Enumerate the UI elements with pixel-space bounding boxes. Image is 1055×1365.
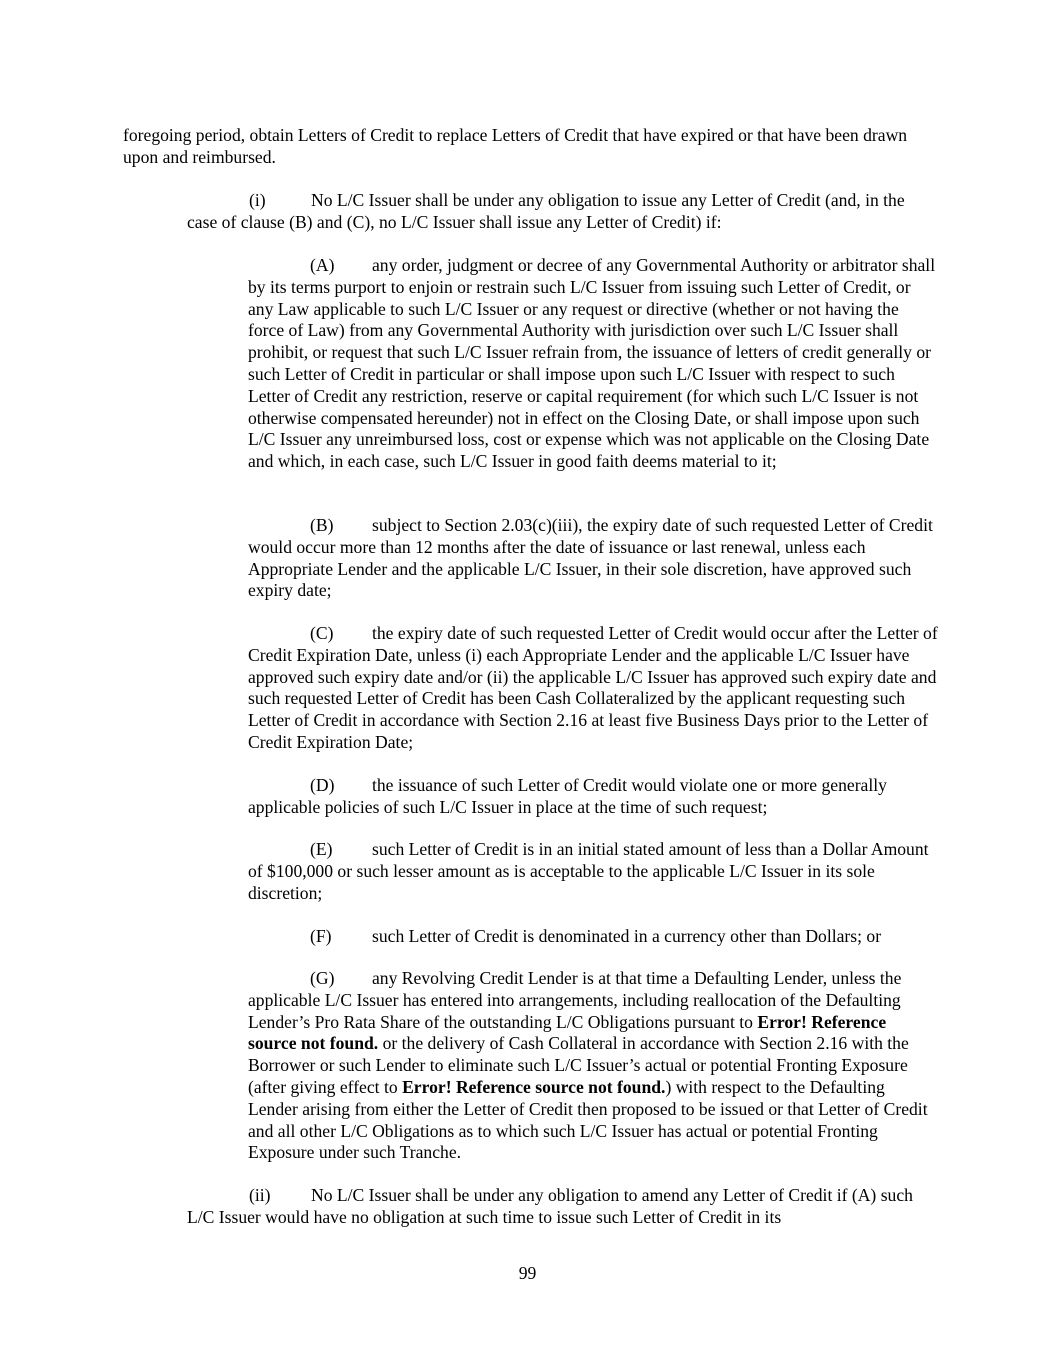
clause-i-text: No L/C Issuer shall be under any obligation to issue any Letter of Credit (and, in the case of clause (B) and (C), no L/C Issuer shall issue any Letter of Credit) if:: [187, 190, 905, 232]
clause-i-label: (i): [249, 190, 266, 210]
subclause-a-label: (A): [310, 255, 335, 275]
subclause-d-text: the issuance of such Letter of Credit would violate one or more generally applicable policies of such L/C Issuer in place at the time of such request;: [248, 775, 887, 817]
clause-ii-label: (ii): [249, 1185, 271, 1205]
subclause-c-text: the expiry date of such requested Letter of Credit would occur after the Letter of Credit Expiration Date, unless (i) each Appropriate Lender and the applicable L/C Issuer have approved such expiry date and/or (ii) the applicable L/C Issuer has approved such expiry date and such requested Letter of Credit has been Cash Collateralized by the applicant requesting such Letter of Credit in accordance with Section 2.16 at least five Business Days prior to the Letter of Credit Expiration Date;: [248, 623, 938, 752]
subclause-g-text-1: any Revolving Credit Lender is at that time a Defaulting Lender, unless the applicable L/C Issuer has entered into arrangements, including reallocation of the Defaulting Lender’s Pro Rata Share of the outstanding L/C Obligations pursuant to: [248, 968, 902, 1032]
subclause-f-label: (F): [310, 926, 332, 946]
reference-error-1: Error! Reference source not found.: [248, 1011, 887, 1054]
subclause-a: [248, 255, 938, 473]
subclause-b: [248, 515, 938, 602]
subclause-c: [248, 623, 938, 754]
subclause-b-text: subject to Section 2.03(c)(iii), the expiry date of such requested Letter of Credit would occur more than 12 months after the date of issuance or last renewal, unless each Appropriate Lender and the applicable L/C Issuer, in their sole discretion, have approved such expiry date;: [248, 515, 933, 601]
subclause-g: [248, 968, 938, 1164]
subclause-f: [248, 926, 938, 948]
reference-error-2: Error! Reference source not found.: [402, 1076, 666, 1097]
subclause-b-label: (B): [310, 515, 334, 535]
subclause-c-label: (C): [310, 623, 334, 643]
clause-ii-text: No L/C Issuer shall be under any obligation to amend any Letter of Credit if (A) such L/C Issuer would have no obligation at such time to issue such Letter of Credit in its: [187, 1185, 913, 1227]
clause-i: [187, 190, 932, 234]
subclause-e-label: (E): [310, 839, 333, 859]
subclause-d: [248, 775, 938, 819]
subclause-g-label: (G): [310, 968, 335, 988]
subclause-g-text-3: ) with respect to the Defaulting Lender arising from either the Letter of Credit then proposed to be issued or that Letter of Credit and all other L/C Obligations as to which such L/C Issuer has actual or potential Fronting Exposure under such Tranche.: [248, 1076, 928, 1163]
subclause-a-text: any order, judgment or decree of any Governmental Authority or arbitrator shall by its terms purport to enjoin or restrain such L/C Issuer from issuing such Letter of Credit, or any Law applicable to such L/C Issuer or any request or directive (whether or not having the force of Law) from any Governmental Authority with jurisdiction over such L/C Issuer shall prohibit, or request that such L/C Issuer refrain from, the issuance of letters of credit generally or such Letter of Credit in particular or shall impose upon such L/C Issuer with respect to such Letter of Credit any restriction, reserve or capital requirement (for which such L/C Issuer is not otherwise compensated hereunder) not in effect on the Closing Date, or shall impose upon such L/C Issuer any unreimbursed loss, cost or expense which was not applicable on the Closing Date and which, in each case, such L/C Issuer in good faith deems material to it;: [248, 255, 936, 472]
clause-ii: [187, 1185, 932, 1229]
page-number: 99: [518, 1263, 537, 1283]
subclause-e: [248, 839, 938, 904]
subclause-d-label: (D): [310, 775, 335, 795]
subclause-f-text: such Letter of Credit is denominated in a currency other than Dollars; or: [372, 926, 882, 946]
subclause-e-text: such Letter of Credit is in an initial stated amount of less than a Dollar Amount of $100,000 or such lesser amount as is acceptable to the applicable L/C Issuer in its sole discretion;: [248, 839, 929, 903]
paragraph-continuation: foregoing period, obtain Letters of Credit to replace Letters of Credit that have expired or that have been drawn upon and reimbursed.: [123, 125, 908, 167]
subclause-g-text-2: or the delivery of Cash Collateral in accordance with Section 2.16 with the Borrower or such Lender to eliminate such L/C Issuer’s actual or potential Fronting Exposure (after giving effect to: [248, 1033, 909, 1097]
